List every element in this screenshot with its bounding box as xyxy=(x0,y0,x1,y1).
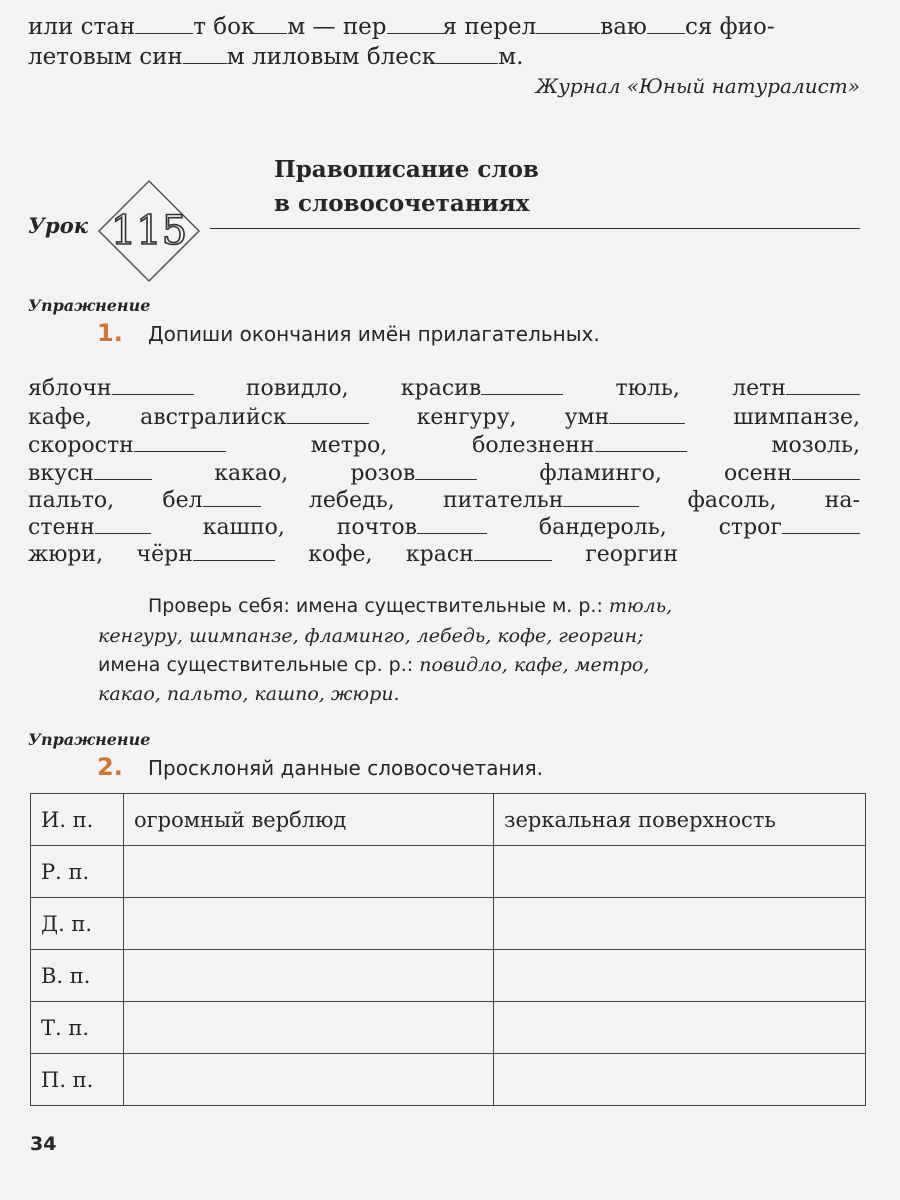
case-label: Т. п. xyxy=(31,1002,124,1054)
page-number: 34 xyxy=(30,1133,57,1155)
noun: жюри, xyxy=(28,542,104,567)
noun: какао, xyxy=(214,461,289,486)
ending-blank[interactable] xyxy=(563,505,639,507)
ending-blank[interactable] xyxy=(481,393,563,395)
phrase: питательн xyxy=(443,488,639,513)
quote-source: Журнал «Юный натуралист» xyxy=(535,74,860,98)
answer-cell[interactable] xyxy=(494,898,866,950)
lesson-title-line-1: Правописание слов xyxy=(274,156,539,183)
noun: георгин xyxy=(585,542,678,567)
ending-blank[interactable] xyxy=(417,532,487,534)
answer-cell[interactable] xyxy=(494,1054,866,1106)
fill-row xyxy=(28,405,860,430)
heading-rule xyxy=(210,228,860,229)
table-row xyxy=(31,898,866,950)
case-label: Р. п. xyxy=(31,846,124,898)
word-fragment: м — пер xyxy=(287,14,387,40)
noun: кашпо, xyxy=(202,515,285,540)
phrase: красив xyxy=(401,376,563,401)
exercise-label: Упражнение xyxy=(28,730,151,749)
noun: лебедь, xyxy=(308,488,395,513)
exercise-label: Упражнение xyxy=(28,296,151,315)
noun: фламинго, xyxy=(539,461,662,486)
ending-blank[interactable] xyxy=(782,532,860,534)
phrase: чёрн xyxy=(137,542,275,567)
word-fragment: на- xyxy=(824,488,860,513)
ending-blank[interactable] xyxy=(193,559,275,561)
blank[interactable] xyxy=(183,62,227,64)
phrase: бел xyxy=(162,488,260,513)
case-label: В. п. xyxy=(31,950,124,1002)
masculine-nouns: кенгуру, шимпанзе, фламинго, лебедь, кофе, георгин; xyxy=(98,625,644,647)
table-row xyxy=(31,1002,866,1054)
noun: тюль, xyxy=(615,376,680,401)
answer-cell[interactable] xyxy=(494,950,866,1002)
noun: мозоль, xyxy=(771,433,860,458)
word-fragment: или стан xyxy=(28,14,136,40)
ending-blank[interactable] xyxy=(415,478,477,480)
noun: метро, xyxy=(310,433,388,458)
blank[interactable] xyxy=(647,32,685,34)
phrase: летн xyxy=(732,376,860,401)
phrase: строг xyxy=(719,515,860,540)
ending-blank[interactable] xyxy=(95,532,151,534)
blank[interactable] xyxy=(536,32,600,34)
phrase: австралийск xyxy=(140,405,369,430)
case-label: И. п. xyxy=(31,794,124,846)
noun: бандероль, xyxy=(538,515,667,540)
table-row xyxy=(31,1054,866,1106)
noun: кенгуру, xyxy=(416,405,517,430)
noun: пальто, xyxy=(28,488,115,513)
masculine-nouns: тюль, xyxy=(608,595,673,617)
answer-cell[interactable] xyxy=(124,1002,494,1054)
ending-blank[interactable] xyxy=(94,478,152,480)
table-header-row xyxy=(31,794,866,846)
phrase: розов xyxy=(350,461,477,486)
blank[interactable] xyxy=(387,32,443,34)
exercise-number: 1. xyxy=(97,319,123,347)
word-fragment: я перел xyxy=(442,14,537,40)
blank[interactable] xyxy=(135,32,193,34)
phrase: почтов xyxy=(337,515,487,540)
word-fragment: м лиловым блеск xyxy=(226,44,437,70)
ending-blank[interactable] xyxy=(609,422,685,424)
blank[interactable] xyxy=(436,62,498,64)
ending-blank[interactable] xyxy=(203,505,261,507)
answer-cell[interactable] xyxy=(124,898,494,950)
answer-cell[interactable] xyxy=(124,950,494,1002)
answer-cell[interactable] xyxy=(494,1002,866,1054)
case-label: П. п. xyxy=(31,1054,124,1106)
neuter-nouns: повидло, кафе, метро, xyxy=(419,654,650,676)
phrase: красн xyxy=(406,542,552,567)
table-row xyxy=(31,950,866,1002)
ending-blank[interactable] xyxy=(786,393,860,395)
phrase: осенн xyxy=(724,461,860,486)
phrase: скоростн xyxy=(28,433,226,458)
phrase: болезненн xyxy=(472,433,687,458)
exercise-instruction: Допиши окончания имён прилагательных. xyxy=(148,322,600,346)
answer-cell[interactable] xyxy=(124,846,494,898)
intro-line-1 xyxy=(28,14,775,40)
word-fragment: ся фио- xyxy=(684,14,775,40)
intro-line-2 xyxy=(28,44,523,70)
phrase: яблочн xyxy=(28,376,194,401)
ending-blank[interactable] xyxy=(595,450,687,452)
answer-cell[interactable] xyxy=(494,846,866,898)
exercise-instruction: Просклоняй данные словосочетания. xyxy=(148,756,543,780)
ending-blank[interactable] xyxy=(287,422,369,424)
lesson-number-badge xyxy=(96,178,202,284)
ending-blank[interactable] xyxy=(792,478,860,480)
phrase: стенн xyxy=(28,515,151,540)
fill-row xyxy=(28,515,860,540)
noun: кафе, xyxy=(28,405,93,430)
neuter-label: имена существительные ср. р.: xyxy=(98,654,414,676)
word-fragment: летовым син xyxy=(28,44,183,70)
self-check-body xyxy=(98,622,878,709)
word-fragment: м. xyxy=(498,44,524,70)
fill-row xyxy=(28,433,860,458)
ending-blank[interactable] xyxy=(474,559,552,561)
fill-row xyxy=(28,461,860,486)
phrase: умн xyxy=(565,405,686,430)
fill-row xyxy=(28,542,678,567)
neuter-nouns: какао, пальто, кашпо, жюри. xyxy=(98,683,400,705)
fill-row xyxy=(28,488,860,513)
blank[interactable] xyxy=(255,32,287,34)
answer-cell[interactable] xyxy=(124,1054,494,1106)
word-fragment: ваю xyxy=(600,14,647,40)
noun: кофе, xyxy=(308,542,373,567)
word-fragment: т бок xyxy=(193,14,256,40)
lesson-number: 115 xyxy=(110,208,188,254)
self-check-intro: Проверь себя: имена существительные м. р.: xyxy=(148,595,603,617)
case-label: Д. п. xyxy=(31,898,124,950)
noun: фасоль, xyxy=(687,488,777,513)
lesson-label: Урок xyxy=(28,213,88,238)
noun: шимпанзе, xyxy=(733,405,860,430)
self-check-line-1 xyxy=(148,595,672,617)
declension-table xyxy=(30,793,866,1106)
ending-blank[interactable] xyxy=(112,393,194,395)
noun: повидло, xyxy=(245,376,349,401)
exercise-number: 2. xyxy=(97,753,123,781)
fill-row xyxy=(28,376,860,401)
phrase: вкусн xyxy=(28,461,152,486)
phrase-header: зеркальная поверхность xyxy=(494,794,866,846)
lesson-title-line-2: в словосочетаниях xyxy=(274,190,530,217)
phrase-header: огромный верблюд xyxy=(124,794,494,846)
table-row xyxy=(31,846,866,898)
ending-blank[interactable] xyxy=(134,450,226,452)
